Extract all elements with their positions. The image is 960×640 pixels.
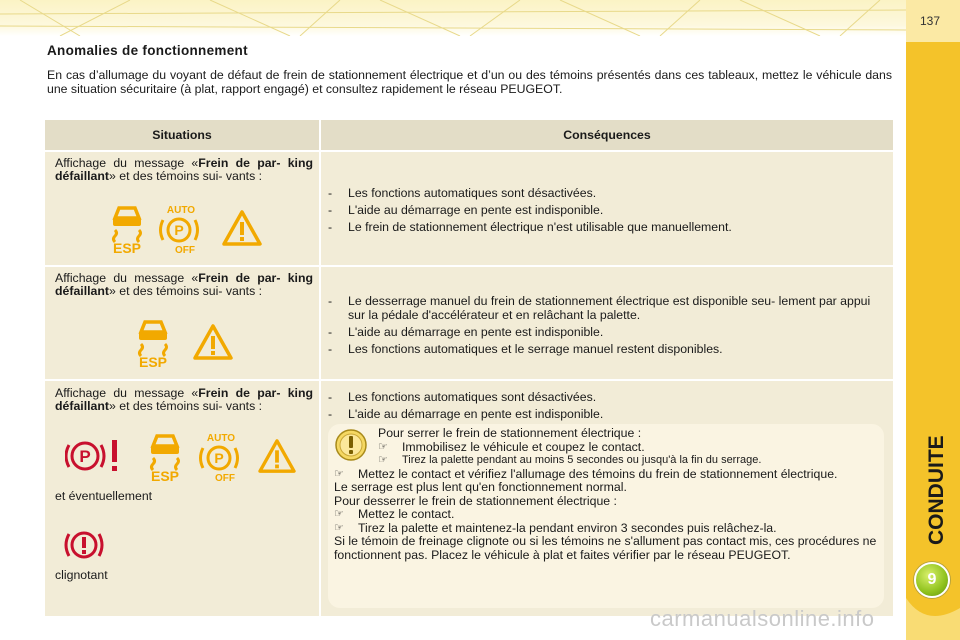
header-situations: Situations	[45, 120, 319, 150]
note-bullet: ☞ Mettez le contact.	[334, 507, 455, 521]
auto-label: AUTO	[206, 433, 236, 444]
column-divider	[319, 120, 321, 616]
page-number: 137	[920, 14, 941, 28]
situation-cell-3	[55, 387, 313, 413]
list-item: - Les fonctions automatiques sont désactivées.	[328, 186, 597, 200]
row-divider	[45, 379, 893, 381]
situation-extra-text: clignotant	[55, 568, 108, 582]
chapter-number: 9	[927, 571, 937, 588]
esp-icon	[105, 204, 149, 254]
list-item: - Les fonctions automatiques sont désactivées.	[328, 390, 597, 404]
situation-cell-1	[55, 157, 313, 183]
note-bullet: ☞ Immobilisez le véhicule et coupez le contact.	[378, 439, 645, 454]
p-label: P	[79, 447, 91, 466]
pointing-hand-icon: ☞	[334, 467, 344, 480]
chapter-number-badge	[914, 562, 950, 598]
list-item: - Le frein de stationnement électrique n'est utilisable que manuellement.	[328, 220, 732, 234]
row-divider	[45, 265, 893, 267]
list-item: - Les fonctions automatiques et le serrage manuel restent disponibles.	[328, 342, 723, 356]
list-item: - L'aide au démarrage en pente est indisponible.	[328, 203, 604, 217]
top-decorative-band	[0, 0, 906, 36]
anomalies-table	[45, 120, 893, 616]
off-label: OFF	[175, 245, 195, 254]
chapter-label	[913, 420, 953, 550]
off-label: OFF	[215, 473, 235, 482]
section-title: Anomalies de fonctionnement	[47, 43, 248, 58]
esp-label: ESP	[138, 354, 168, 368]
esp-label: ESP	[150, 468, 180, 482]
note-bullet: ☞ Tirez la palette pendant au moins 5 secondes ou jusqu'à la fin du serrage.	[378, 454, 762, 466]
note-line: Le serrage est plus lent qu'en fonctionnement normal.	[334, 480, 627, 494]
consequences-cell-1	[328, 186, 883, 237]
note-line: Pour desserrer le frein de stationnement électrique :	[334, 493, 617, 508]
brake-fault-red-icon	[65, 436, 123, 476]
note-line: Si le témoin de freinage clignote ou si les témoins ne s'allument pas contact mis, ces procédures ne fonctionnent pas. Placez le véhicule à plat et faites vérifier par le réseau PEUGEOT.	[334, 534, 877, 562]
situation-extra-text: et éventuellement	[55, 489, 153, 503]
p-label: P	[214, 450, 224, 466]
corner-decoration	[906, 598, 960, 640]
pointing-hand-icon: ☞	[378, 454, 388, 466]
list-item: - Le desserrage manuel du frein de stationnement électrique est disponible seu- lement par appui sur la pédale d'accélérateur et en relâchant la palette.	[328, 294, 871, 322]
esp-icon	[143, 432, 187, 482]
situation-cell-2	[55, 272, 313, 298]
auto-park-off-icon	[157, 204, 203, 254]
pointing-hand-icon: ☞	[334, 508, 344, 520]
esp-label: ESP	[112, 240, 142, 254]
note-line: Pour serrer le frein de stationnement électrique :	[378, 426, 642, 440]
brake-warning-red-icon	[63, 528, 105, 562]
esp-icon	[131, 318, 175, 368]
situation-message: Frein de par- king défaillant	[55, 271, 313, 298]
watermark: carmanualsonline.info	[650, 606, 875, 631]
note-bullet: ☞ Mettez le contact et vérifiez l'allumage des témoins du frein de stationnement électrique.	[334, 466, 838, 481]
warning-triangle-icon	[257, 438, 297, 474]
chapter-label-text: CONDUITE	[925, 435, 948, 545]
situation-text: » et des témoins sui- vants :	[108, 399, 263, 413]
situation-text: » et des témoins sui- vants :	[108, 169, 263, 183]
intro-paragraph: En cas d’allumage du voyant de défaut de frein de stationnement électrique et d’un ou des témoins présentés dans ces tableaux, mettez le véhicule dans une situation sécuritaire (à plat, rapport engagé) et consultez rapidement le réseau PEUGEOT.	[47, 68, 892, 96]
info-note-text	[334, 427, 878, 562]
situation-text: Affichage du message «	[55, 386, 199, 400]
list-item: - L'aide au démarrage en pente est indisponible.	[328, 325, 604, 339]
warning-triangle-icon	[192, 323, 234, 361]
header-consequences: Conséquences	[321, 120, 893, 150]
row-divider	[45, 150, 893, 152]
auto-park-off-icon	[197, 432, 243, 482]
consequences-cell-3	[328, 390, 883, 424]
situation-message: Frein de par- king défaillant	[55, 156, 313, 183]
pointing-hand-icon: ☞	[334, 521, 344, 534]
info-note-box	[328, 424, 884, 608]
situation-message: Frein de par- king défaillant	[55, 386, 313, 413]
consequences-cell-2	[328, 294, 883, 359]
situation-text: » et des témoins sui- vants :	[108, 284, 263, 298]
pointing-hand-icon: ☞	[378, 440, 388, 453]
situation-text: Affichage du message «	[55, 271, 199, 285]
auto-label: AUTO	[166, 205, 196, 216]
list-item: - L'aide au démarrage en pente est indisponible.	[328, 407, 604, 421]
p-label: P	[174, 222, 184, 238]
situation-text: Affichage du message «	[55, 156, 199, 170]
warning-triangle-icon	[221, 209, 263, 247]
note-bullet: ☞ Tirez la palette et maintenez-la pendant environ 3 secondes puis relâchez-la.	[334, 520, 777, 535]
